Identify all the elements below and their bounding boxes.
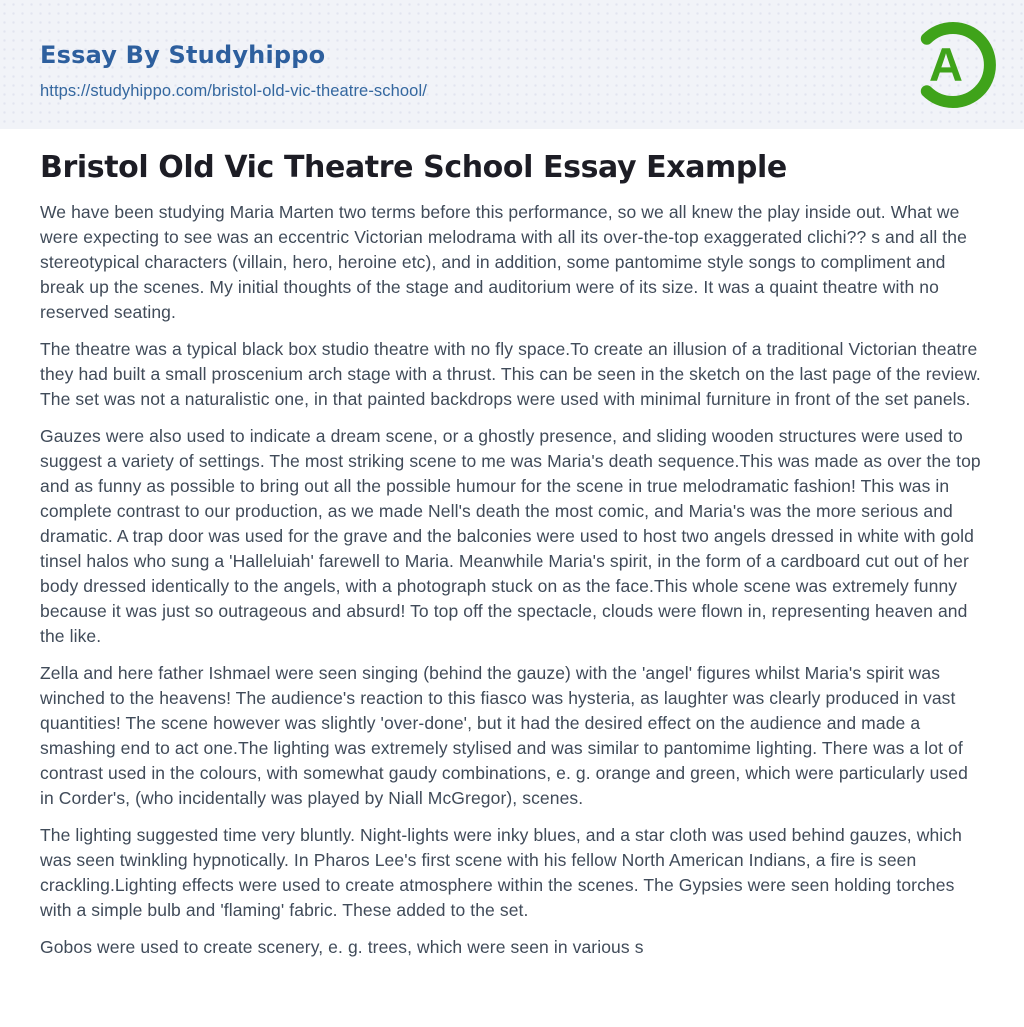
page-header [0, 0, 1024, 129]
essay-paragraph-4: Zella and here father Ishmael were seen singing (behind the gauze) with the 'angel' figures whilst Maria's spirit was winched to the heavens! The audience's reaction to this fiasco was hysteria, as laughter was clearly produced in vast quantities! The scene however was slightly 'over-done', but it had the desired effect on the audience and made a smashing end to act one.The lighting was extremely stylised and was similar to pantomime lighting. There was a lot of contrast used in the colours, with somewhat gaudy combinations, e. g. orange and green, which were particularly used in Corder's, (who incidentally was played by Niall McGregor), scenes. [40, 663, 968, 808]
studyhippo-logo-icon [909, 21, 997, 109]
essay-paragraph-6: Gobos were used to create scenery, e. g. trees, which were seen in various s [40, 937, 644, 957]
essay-paragraph-5: The lighting suggested time very bluntly. Night-lights were inky blues, and a star cloth was used behind gauzes, which was seen twinkling hypnotically. In Pharos Lee's first scene with his fellow North American Indians, a fire is seen crackling.Lighting effects were used to create atmosphere within the scenes. The Gypsies were seen holding torches with a simple bulb and 'flaming' fabric. These added to the set. [40, 825, 962, 920]
essay-content [0, 149, 1024, 960]
logo-letter: A [929, 38, 963, 91]
essay-paragraph-3: Gauzes were also used to indicate a dream scene, or a ghostly presence, and sliding wooden structures were used to suggest a variety of settings. The most striking scene to me was Maria's death sequence.This was made as over the top and as funny as possible to bring out all the possible humour for the scene in true melodramatic fashion! This was in complete contrast to our production, as we made Nell's death the most comic, and Maria's was the more serious and dramatic. A trap door was used for the grave and the balconies were used to host two angels dressed in white with gold tinsel halos who sung a 'Halleluiah' farewell to Maria. Meanwhile Maria's spirit, in the form of a cardboard cut out of her body dressed identically to the angels, with a photograph stuck on as the face.This whole scene was extremely funny because it was just so outrageous and absurd! To top off the spectacle, clouds were flown in, representing heaven and the like. [40, 426, 981, 646]
essay-paragraph-2: The theatre was a typical black box studio theatre with no fly space.To create an illusion of a traditional Victorian theatre they had built a small proscenium arch stage with a thrust. This can be seen in the sketch on the last page of the review. The set was not a naturalistic one, in that painted backdrops were used with minimal furniture in front of the set panels. [40, 339, 981, 409]
source-url-link[interactable]: https://studyhippo.com/bristol-old-vic-theatre-school/ [40, 82, 427, 100]
essay-paragraph-1: We have been studying Maria Marten two terms before this performance, so we all knew the play inside out. What we were expecting to see was an eccentric Victorian melodrama with all its over-the-top exaggerated clichi?? s and all the stereotypical characters (villain, hero, heroine etc), and in addition, some pantomime style songs to compliment and break up the scenes. My initial thoughts of the stage and auditorium were of its size. It was a quaint theatre with no reserved seating. [40, 202, 967, 322]
essay-title: Bristol Old Vic Theatre School Essay Example [40, 150, 787, 185]
header-text-block [40, 41, 427, 101]
site-title: Essay By Studyhippo [40, 41, 326, 69]
